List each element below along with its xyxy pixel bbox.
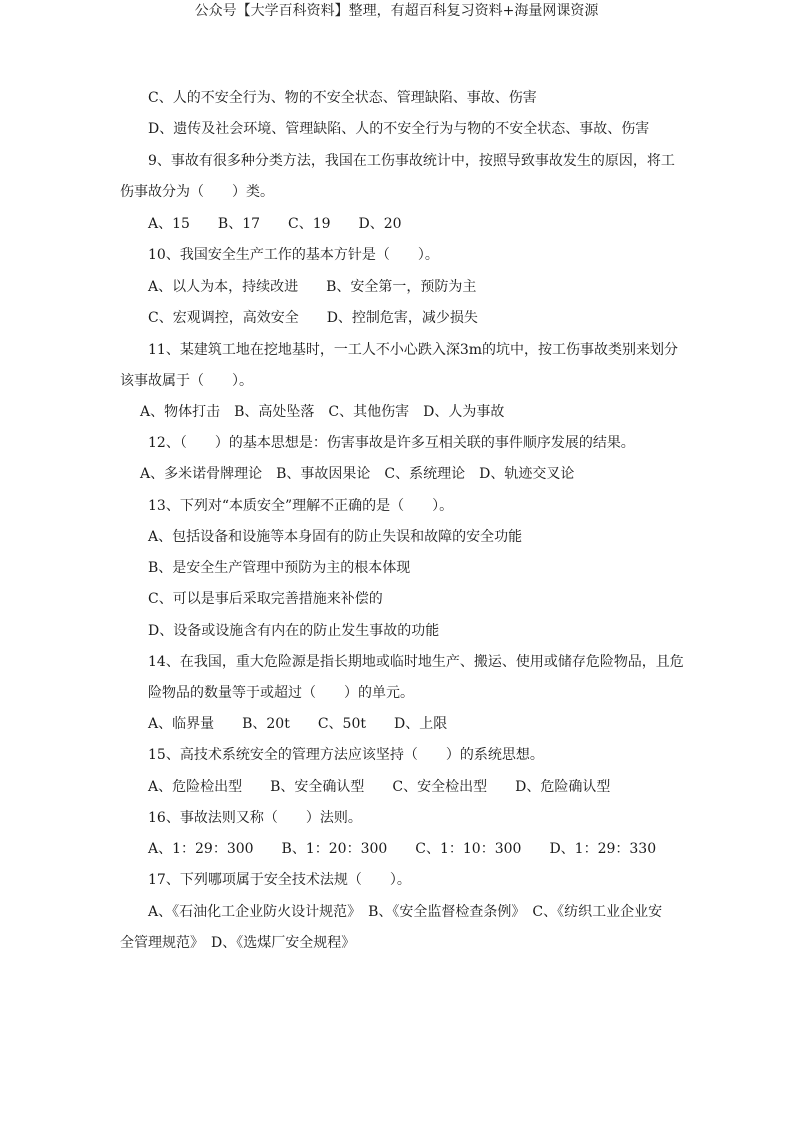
text-line: C、人的不安全行为、物的不安全状态、管理缺陷、事故、伤害	[148, 90, 537, 106]
text-line: C、可以是事后采取完善措施来补偿的	[148, 591, 383, 607]
text-line: C、宏观调控，高效安全 D、控制危害，减少损失	[148, 310, 478, 326]
text-line: 全管理规范》 D、《选煤厂安全规程》	[120, 935, 356, 951]
text-line: D、设备或设施含有内在的防止发生事故的功能	[148, 623, 440, 639]
text-line: 9、事故有很多种分类方法，我国在工伤事故统计中，按照导致事故发生的原因，将工	[148, 153, 675, 169]
text-line: A、以人为本，持续改进 B、安全第一，预防为主	[148, 279, 477, 295]
text-line: A、1：29：300 B、1：20：300 C、1：10：300 D、1：29：330	[148, 841, 657, 857]
page-header: 公众号【大学百科资料】整理，有超百科复习资料+海量网课资源	[194, 3, 599, 19]
text-line: A、《石油化工企业防火设计规范》 B、《安全监督检查条例》 C、《纺织工业企业安	[148, 904, 663, 920]
text-line: A、临界量 B、20t C、50t D、上限	[148, 716, 448, 732]
text-line: A、物体打击 B、高处坠落 C、其他伤害 D、人为事故	[140, 404, 505, 420]
text-line: 14、在我国，重大危险源是指长期地或临时地生产、搬运、使用或储存危险物品，且危	[148, 654, 684, 670]
text-line: 12、（ ）的基本思想是：伤害事故是许多互相关联的事件顺序发展的结果。	[148, 435, 635, 451]
text-line: 16、事故法则又称（ ）法则。	[148, 810, 362, 826]
text-line: 11、某建筑工地在挖地基时，一工人不小心跌入深3m的坑中，按工伤事故类别来划分	[148, 342, 678, 358]
text-line: 该事故属于（ ）。	[120, 373, 253, 389]
text-line: A、包括设备和设施等本身固有的防止失误和故障的安全功能	[148, 529, 523, 545]
text-line: B、是安全生产管理中预防为主的根本体现	[148, 560, 411, 576]
text-line: A、危险检出型 B、安全确认型 C、安全检出型 D、危险确认型	[148, 779, 611, 795]
text-line: 13、下列对“本质安全”理解不正确的是（ ）。	[148, 498, 454, 514]
text-line: 伤事故分为（ ）类。	[120, 184, 274, 200]
text-line: 险物品的数量等于或超过（ ）的单元。	[148, 685, 414, 701]
text-line: 17、下列哪项属于安全技术法规（ ）。	[148, 872, 411, 888]
text-line: A、多米诺骨牌理论 B、事故因果论 C、系统理论 D、轨迹交叉论	[140, 466, 575, 482]
text-line: 10、我国安全生产工作的基本方针是（ ）。	[148, 247, 439, 263]
text-line: A、15 B、17 C、19 D、20	[148, 216, 402, 232]
text-line: 15、高技术系统安全的管理方法应该坚持（ ）的系统思想。	[148, 747, 544, 763]
text-line: D、遗传及社会环境、管理缺陷、人的不安全行为与物的不安全状态、事故、伤害	[148, 121, 650, 137]
